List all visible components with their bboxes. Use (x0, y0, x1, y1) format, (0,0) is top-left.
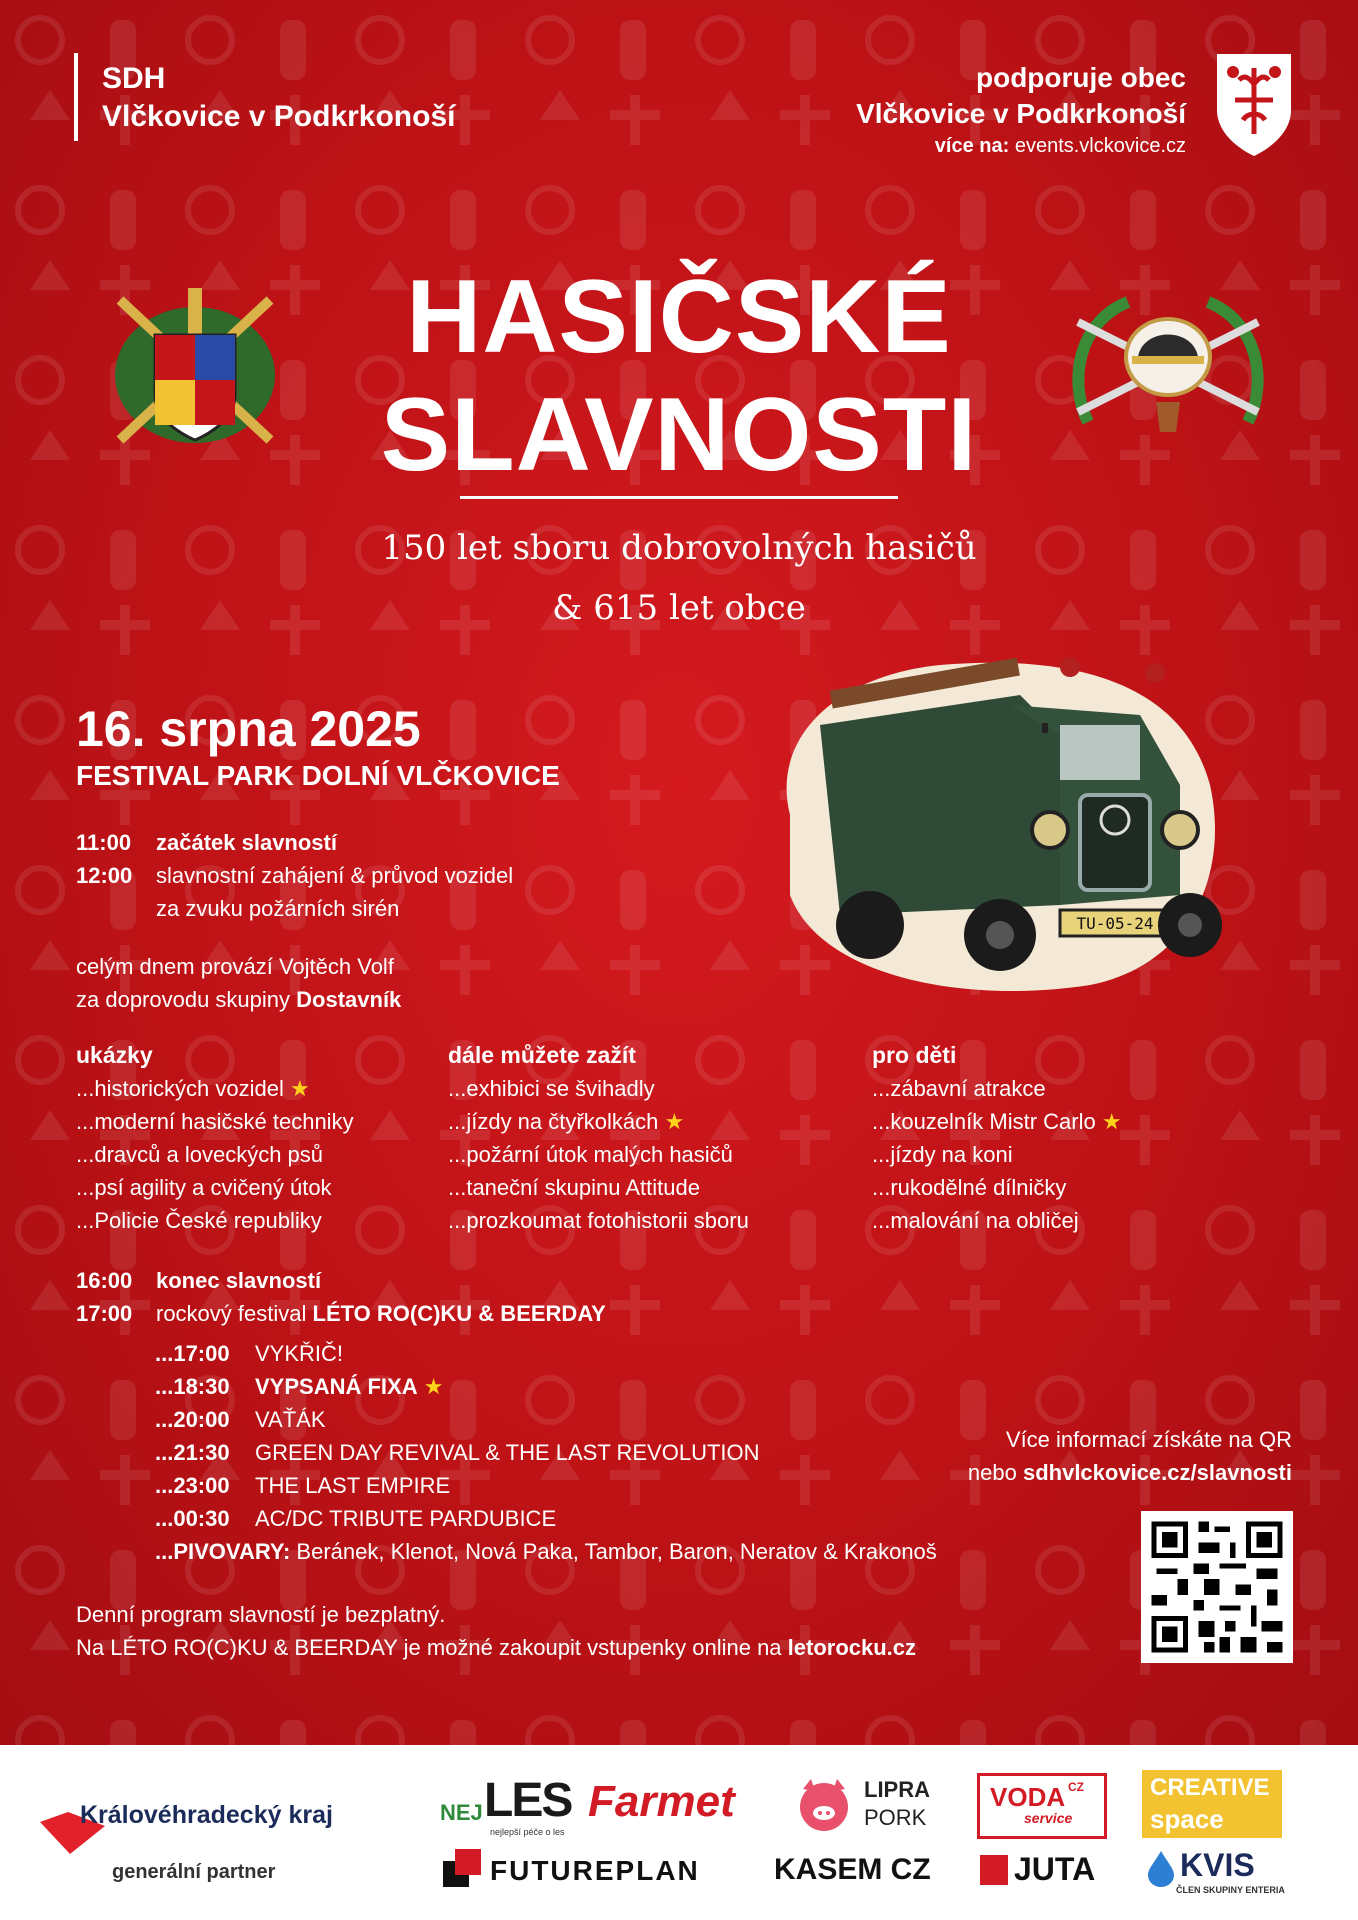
sponsor-kvis: KVIS (1180, 1847, 1255, 1883)
title-line2: SLAVNOSTI (380, 377, 978, 493)
sponsor-lipra-2: PORK (864, 1805, 927, 1830)
tickets-line (76, 1631, 916, 1664)
host-band: Dostavník (296, 987, 402, 1012)
list-item: ...psí agility a cvičený útok (76, 1175, 332, 1200)
schedule-row (76, 826, 513, 859)
more-url[interactable]: events.vlckovice.cz (1014, 135, 1186, 157)
sponsor-creative-1: CREATIVE (1150, 1774, 1270, 1801)
list-item: ...exhibici se švihadly (448, 1076, 655, 1101)
lineup-act: GREEN DAY REVIVAL & THE LAST REVOLUTION (255, 1440, 760, 1465)
sponsor-kasem: KASEM CZ (774, 1853, 931, 1886)
lineup-time: ...18:30 (155, 1374, 230, 1399)
lineup-time: ...20:00 (155, 1407, 230, 1432)
lineup-row (155, 1337, 937, 1370)
column-heading: ukázky (76, 1042, 153, 1068)
column-kids (872, 1039, 1122, 1237)
subtitle-line1: 150 let sboru dobrovolných hasičů (381, 528, 977, 568)
qr-line1: Více informací získáte na QR (1005, 1427, 1292, 1452)
lineup-act: THE LAST EMPIRE (255, 1473, 451, 1498)
lineup-time: ...21:30 (155, 1440, 230, 1465)
supporter-line1: podporuje obec (976, 62, 1186, 93)
list-item: ...prozkoumat fotohistorii sboru (448, 1208, 749, 1233)
evening-schedule (76, 1264, 606, 1330)
festival-name: LÉTO RO(C)KU & BEERDAY (312, 1301, 606, 1326)
sponsor-nejles: LES (484, 1774, 572, 1827)
event-venue: FESTIVAL PARK DOLNÍ VLČKOVICE (76, 760, 560, 791)
title-rule (460, 496, 898, 499)
supporter-block (856, 60, 1186, 160)
sponsor-voda-cz: CZ (1068, 1780, 1084, 1794)
schedule-text: konec slavností (156, 1268, 322, 1293)
schedule-time: 17:00 (76, 1301, 133, 1326)
host-line2-text: za doprovodu skupiny (76, 987, 297, 1012)
sponsor-nejles-nej: NEJ (440, 1800, 483, 1825)
sponsor-voda-service: service (1024, 1810, 1073, 1826)
sponsor-lipra-1: LIPRA (864, 1777, 930, 1802)
column-activities (448, 1039, 749, 1237)
lineup-act: VYPSANÁ FIXA (255, 1374, 418, 1399)
village-crest-icon (1213, 50, 1295, 160)
event-title (0, 258, 1358, 494)
title-line1: HASIČSKÉ (406, 259, 952, 375)
schedule-text: začátek slavností (156, 830, 337, 855)
sponsor-kraj: Královéhradecký kraj (80, 1801, 333, 1829)
star-icon: ★ (289, 1076, 310, 1101)
sponsor-kvis-tag: ČLEN SKUPINY ENTERIA (1176, 1885, 1285, 1895)
more-info (856, 132, 1186, 160)
list-item: ...kouzelník Mistr Carlo ★ (872, 1109, 1122, 1134)
lineup-row (155, 1436, 937, 1469)
sponsor-futureplan: FUTUREPLAN (490, 1855, 700, 1886)
tickets-text: Na LÉTO RO(C)KU & BEERDAY je možné zakoupit vstupenky online na (76, 1635, 788, 1660)
organizer-line1: SDH (102, 62, 166, 95)
event-date: 16. srpna 2025 (76, 701, 421, 757)
lineup-time: ...17:00 (155, 1341, 230, 1366)
list-item: ...dravců a loveckých psů (76, 1142, 324, 1167)
schedule-time: 16:00 (76, 1268, 133, 1293)
lineup-time: ...00:30 (155, 1506, 230, 1531)
schedule-row (76, 1297, 606, 1330)
schedule-text: rockový festival (156, 1301, 313, 1326)
column-heading: pro děti (872, 1042, 957, 1068)
qr-code-icon[interactable] (1141, 1511, 1293, 1663)
column-demos (76, 1039, 354, 1237)
sponsor-nejles-tag: nejlepší péče o les (490, 1827, 565, 1837)
schedule-text-cont: za zvuku požárních sirén (156, 896, 400, 921)
morning-schedule (76, 826, 513, 925)
festival-lineup (155, 1337, 937, 1568)
list-item: ...zábavní atrakce (872, 1076, 1046, 1101)
subtitle-line2: & 615 let obce (552, 588, 806, 628)
sponsor-creative-box (1142, 1770, 1282, 1838)
lineup-row (155, 1403, 937, 1436)
more-label: více na: (934, 135, 1010, 157)
lineup-row (155, 1370, 937, 1403)
tickets-url[interactable]: letorocku.cz (787, 1635, 917, 1660)
qr-info (968, 1423, 1292, 1489)
qr-url[interactable]: sdhvlckovice.cz/slavnosti (1022, 1460, 1292, 1485)
qr-line2 (968, 1456, 1292, 1489)
vintage-fire-truck-illustration (760, 615, 1230, 1005)
lineup-row (155, 1469, 937, 1502)
water-drop-icon (1148, 1851, 1174, 1887)
sponsor-farmet: Farmet (588, 1777, 735, 1826)
list-item: ...rukodělné dílničky (872, 1175, 1067, 1200)
schedule-time: 11:00 (76, 830, 132, 855)
lineup-act: VAŤÁK (255, 1407, 326, 1432)
organizer-line2: Vlčkovice v Podkrkonoší (102, 100, 456, 133)
list-item: ...historických vozidel ★ (76, 1076, 310, 1101)
list-item: ...taneční skupinu Attitude (448, 1175, 700, 1200)
host-line1: celým dnem provází Vojtěch Volf (76, 954, 394, 979)
sponsors-strip (0, 1745, 1358, 1920)
star-icon: ★ (1101, 1109, 1122, 1134)
futureplan-logo-icon (443, 1849, 481, 1887)
breweries-row (155, 1535, 937, 1568)
header-divider (74, 53, 78, 141)
qr-line2-text: nebo (967, 1460, 1023, 1485)
lineup-act: AC/DC TRIBUTE PARDUBICE (255, 1506, 557, 1531)
star-icon: ★ (423, 1374, 444, 1399)
organizer-name (102, 60, 455, 136)
lineup-act: VYKŘIČ! (255, 1341, 344, 1366)
sponsor-voda-box (977, 1773, 1107, 1839)
sponsor-kraj-role: generální partner (112, 1861, 276, 1883)
sponsor-juta: JUTA (1014, 1851, 1096, 1887)
juta-logo-icon (980, 1855, 1008, 1885)
column-heading: dále můžete zažít (448, 1042, 636, 1068)
breweries-list: Beránek, Klenot, Nová Paka, Tambor, Baron, Neratov & Krakonoš (296, 1539, 937, 1564)
list-item: ...moderní hasičské techniky (76, 1109, 354, 1134)
list-item: ...požární útok malých hasičů (448, 1142, 733, 1167)
truck-plate: TU-05-24 (1076, 914, 1154, 933)
list-item: ...jízdy na koni (872, 1142, 1013, 1167)
supporter-line2: Vlčkovice v Podkrkonoší (856, 98, 1186, 129)
star-icon: ★ (664, 1109, 685, 1134)
lineup-time: ...23:00 (155, 1473, 230, 1498)
schedule-time: 12:00 (76, 863, 133, 888)
breweries-label: ...PIVOVARY: (155, 1539, 291, 1564)
free-program: Denní program slavností je bezplatný. (76, 1602, 446, 1627)
schedule-row (76, 859, 513, 892)
schedule-text: slavnostní zahájení & průvod vozidel (156, 863, 514, 888)
list-item: ...malování na obličej (872, 1208, 1079, 1233)
host-line2 (76, 983, 401, 1016)
footer-notes (76, 1598, 916, 1664)
sponsor-creative-2: space (1150, 1804, 1224, 1834)
lineup-row (155, 1502, 937, 1535)
schedule-row (76, 1264, 606, 1297)
host-info (76, 950, 401, 1016)
list-item: ...jízdy na čtyřkolkách ★ (448, 1109, 685, 1134)
list-item: ...Policie České republiky (76, 1208, 322, 1233)
pig-logo-icon (795, 1777, 853, 1833)
sponsor-voda: VODA (990, 1782, 1066, 1812)
